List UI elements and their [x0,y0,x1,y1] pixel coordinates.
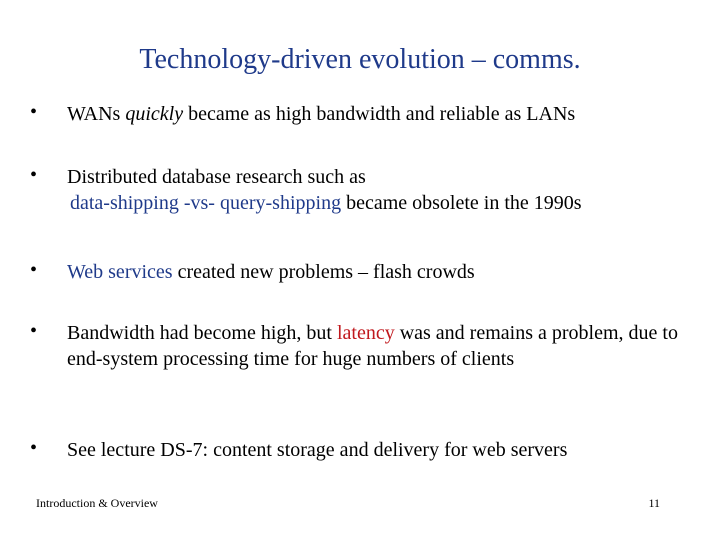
bullet-text [67,164,707,216]
bullet-emphasis: quickly [125,103,184,125]
bullet-text-part: was and remains a problem, due to end-system processing time for huge numbers of clients [67,322,678,370]
bullet-text [67,437,707,463]
bullet-text-part: became as high bandwidth and reliable as LANs [183,103,576,125]
page-number: 11 [648,496,660,510]
slide-title: Technology-driven evolution – comms. [139,44,581,75]
bullet-text-part: became obsolete in the 1990s [341,192,582,214]
bullet-marker: • [30,164,38,186]
bullet-text [67,259,707,285]
bullet-highlight: Web services [67,261,173,283]
bullet-marker: • [30,320,38,342]
bullet-text-part: WANs [67,103,126,125]
bullet-marker: • [30,101,38,123]
bullet-highlight: latency [336,322,395,344]
bullet-text [67,101,707,127]
bullet-text-part: See lecture DS-7: content storage and delivery for web servers [67,439,568,461]
bullet-marker: • [30,259,38,281]
bullet-text-part: created new problems – flash crowds [172,261,475,283]
bullet-text [67,320,707,372]
footer-title: Introduction & Overview [36,496,158,510]
bullet-marker: • [30,437,38,459]
bullet-text-part: Distributed database research such as [67,166,366,188]
bullet-text-part: Bandwidth had become high, but [67,322,337,344]
bullet-highlight: data-shipping -vs- query-shipping [70,192,342,214]
bullet-text-line [70,190,707,216]
